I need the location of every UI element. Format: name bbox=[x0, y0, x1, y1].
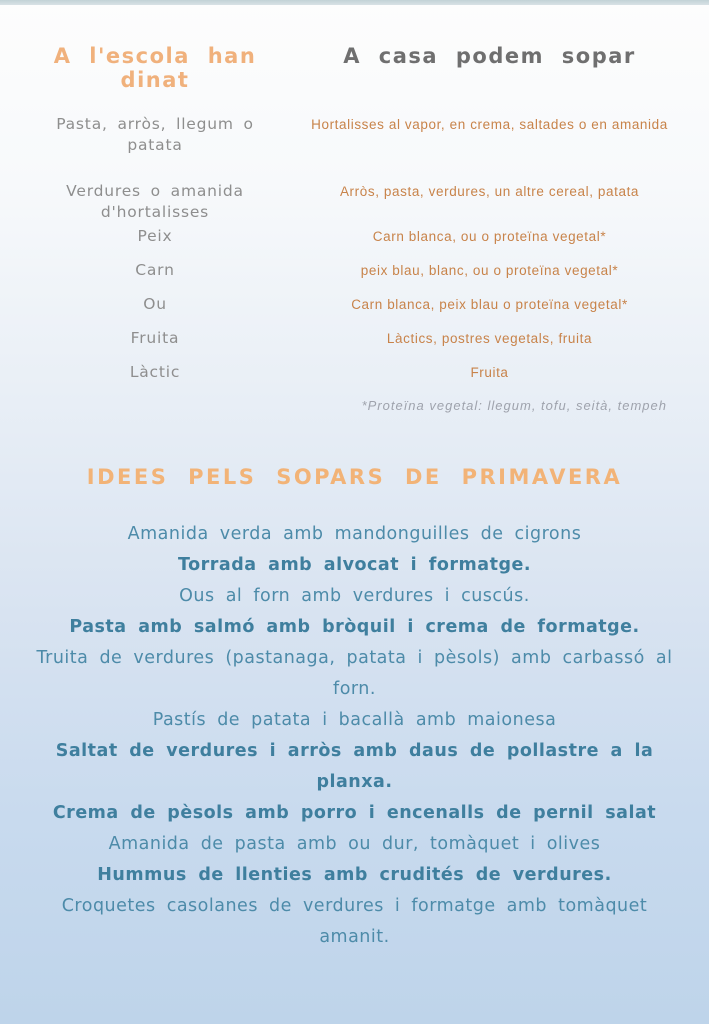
home-meal-cell: Arròs, pasta, verdures, un altre cereal, patata bbox=[339, 184, 640, 199]
table-row bbox=[30, 362, 679, 396]
table-row bbox=[30, 294, 679, 328]
dinner-idea-item: Saltat de verdures i arròs amb daus de pollastre a la planxa. bbox=[55, 741, 654, 792]
home-meal-cell: Fruita bbox=[470, 365, 509, 380]
spring-dinner-ideas-title: IDEES PELS SOPARS DE PRIMAVERA bbox=[86, 465, 623, 489]
table-row bbox=[30, 260, 679, 294]
lunch-dinner-table bbox=[0, 0, 709, 413]
dinner-idea-item: Croquetes casolanes de verdures i formatge amb tomàquet amanit. bbox=[61, 896, 648, 947]
dinner-idea-item: Pasta amb salmó amb bròquil i crema de formatge. bbox=[69, 617, 640, 637]
school-meal-cell: Ou bbox=[143, 295, 167, 313]
home-column-title: A casa podem sopar bbox=[343, 44, 636, 68]
school-meal-cell: Fruita bbox=[130, 329, 180, 347]
dinner-idea-item: Truita de verdures (pastanaga, patata i pèsols) amb carbassó al forn. bbox=[36, 648, 673, 699]
table-row bbox=[30, 226, 679, 260]
dinner-idea-item: Amanida de pasta amb ou dur, tomàquet i olives bbox=[108, 834, 601, 854]
dinner-idea-item: Crema de pèsols amb porro i encenalls de pernil salat bbox=[52, 803, 657, 823]
table-row bbox=[30, 114, 679, 181]
home-meal-cell: Carn blanca, ou o proteïna vegetal* bbox=[372, 229, 607, 244]
home-meal-cell: Làctics, postres vegetals, fruita bbox=[386, 331, 593, 346]
home-meal-cell: Carn blanca, peix blau o proteïna vegetal* bbox=[351, 297, 628, 312]
school-meal-cell: Verdures o amanida d'hortalisses bbox=[66, 182, 244, 221]
table-row bbox=[30, 181, 679, 226]
table-row bbox=[30, 328, 679, 362]
dinner-idea-item: Torrada amb alvocat i formatge. bbox=[178, 555, 531, 575]
school-meal-cell: Peix bbox=[137, 227, 173, 245]
school-column-title: A l'escola han dinat bbox=[53, 44, 257, 92]
protein-footnote: *Proteïna vegetal: llegum, tofu, seità, tempeh bbox=[361, 398, 667, 413]
dinner-idea-item: Hummus de llenties amb crudités de verdures. bbox=[97, 865, 612, 885]
school-meal-cell: Pasta, arròs, llegum o patata bbox=[56, 115, 254, 154]
school-meal-cell: Làctic bbox=[129, 363, 181, 381]
dinner-idea-item: Pastís de patata i bacallà amb maionesa bbox=[152, 710, 557, 730]
home-meal-cell: peix blau, blanc, ou o proteïna vegetal* bbox=[360, 263, 619, 278]
school-meal-cell: Carn bbox=[135, 261, 175, 279]
top-border-strip bbox=[0, 0, 709, 5]
dinner-ideas-list bbox=[35, 519, 675, 953]
table-footnote-row bbox=[30, 396, 679, 413]
dinner-idea-item: Amanida verda amb mandonguilles de cigrons bbox=[127, 524, 582, 544]
dinner-idea-item: Ous al forn amb verdures i cuscús. bbox=[179, 586, 530, 606]
home-meal-cell: Hortalisses al vapor, en crema, saltades o en amanida bbox=[311, 117, 668, 132]
table-header-row bbox=[30, 44, 679, 92]
